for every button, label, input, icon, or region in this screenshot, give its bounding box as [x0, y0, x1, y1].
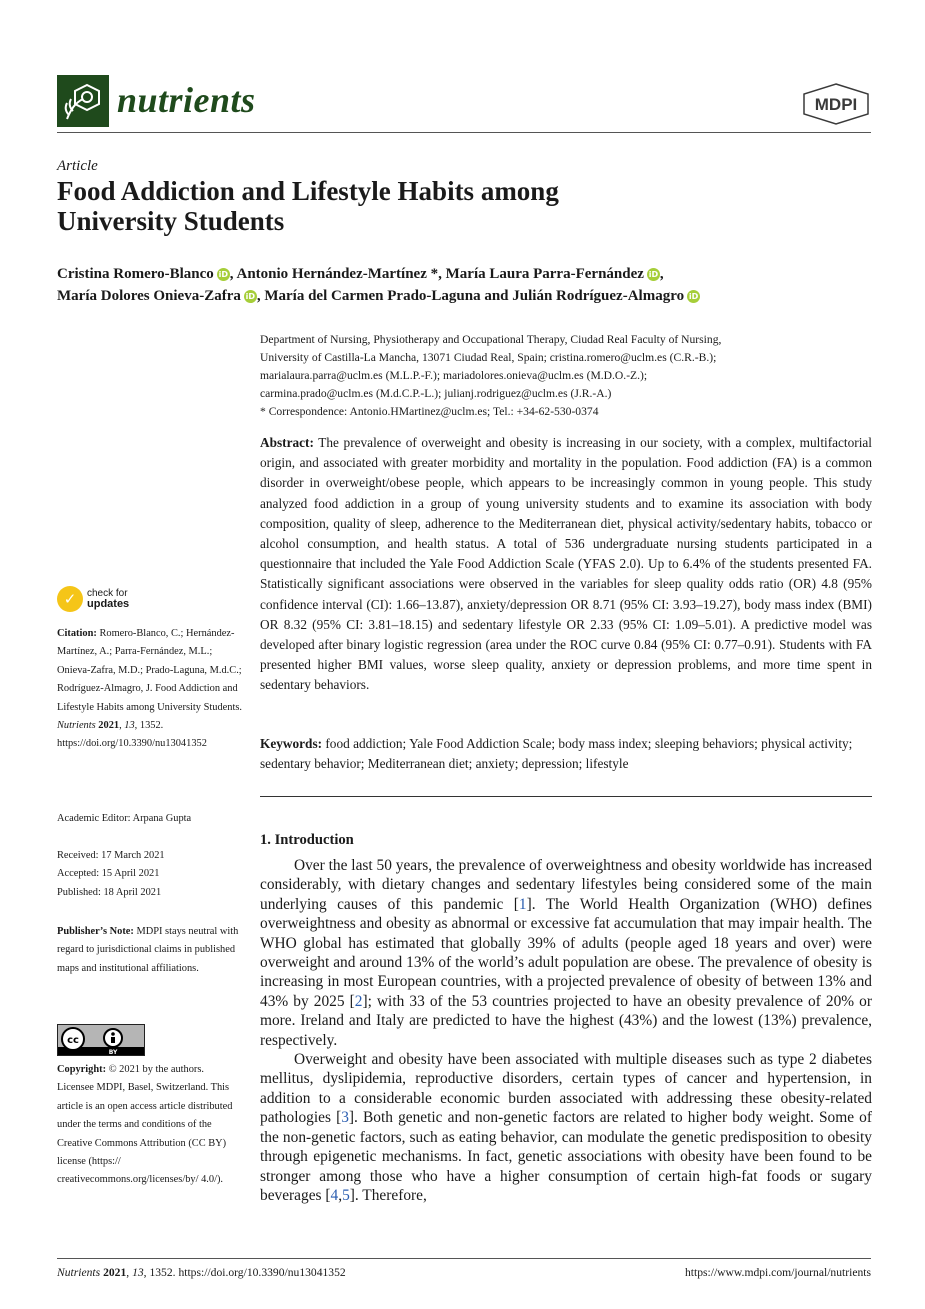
citation-journal: Nutrients [57, 720, 96, 732]
abstract-label: Abstract: [260, 435, 314, 450]
affiliation-line: University of Castilla-La Mancha, 13071 Ciudad Real, Spain; cristina.romero@uclm.es (C.R.-B.); [260, 351, 717, 364]
orcid-icon[interactable]: iD [245, 292, 256, 301]
paragraph-text: ]. The World Health Organization (WHO) defines overweightness and obesity as abnormal or excessive fat accumulation that may impair health. The WHO global has estimated that globally 39% of adults (people aged 18 years and over) were overweight and around 13% of the world’s adult population are obese. The prevalence of obesity is increasing in most European countries, with a projected prevalence of obesity of between 13% and 43% by 2025 [ [260, 895, 872, 1010]
keywords-label: Keywords: [260, 736, 323, 751]
author-4[interactable]: María Dolores Onieva-Zafra [57, 288, 241, 304]
svg-text:cc: cc [67, 1035, 79, 1046]
dates-block [57, 847, 242, 902]
cc-by-license-badge[interactable] [57, 1024, 145, 1056]
affiliation-line: marialaura.parra@uclm.es (M.L.P.-F.); mariadolores.onieva@uclm.es (M.D.O.-Z.); [260, 369, 648, 382]
paragraph-text: Over the last 50 years, the prevalence of overweightness and obesity worldwide has increased considerably, with dietary changes and sedentary lifestyles being considered some of the main underlying causes of this pandemic [ [260, 857, 872, 913]
mdpi-logo-text: MDPI [814, 95, 858, 114]
author-2[interactable]: Antonio Hernández-Martínez * [236, 266, 439, 282]
citation-link[interactable]: 4 [330, 1186, 339, 1204]
received-date: Received: 17 March 2021 [57, 850, 165, 861]
affiliation-line: carmina.prado@uclm.es (M.d.C.P.-L.); julianj.rodriguez@uclm.es (J.R.-A.) [260, 387, 612, 400]
citation-link[interactable]: 1 [518, 895, 527, 913]
affiliation-line: Department of Nursing, Physiotherapy and Occupational Therapy, Ciudad Real Faculty of Nursing, [260, 333, 722, 346]
author-5-6[interactable]: María del Carmen Prado-Laguna and Julián Rodríguez-Almagro [264, 288, 685, 304]
check-for-updates-label [87, 588, 129, 610]
title-line-1: Food Addiction and Lifestyle Habits among [57, 176, 559, 206]
citation-link[interactable]: 5 [342, 1186, 350, 1204]
author-separator: , [229, 266, 237, 282]
citation-link[interactable]: 3 [341, 1109, 349, 1127]
paper-title [57, 176, 757, 236]
check-line-1: check for [87, 588, 128, 599]
citation-text: Romero-Blanco, C.; Hernández-Martínez, A.; Parra-Fernández, M.L.; Onieva-Zafra, M.D.; Prado-Laguna, M.d.C.; Rodríguez-Almagro, J. Food Addiction and Lifestyle Habits among University Students. [57, 628, 242, 713]
citation-block: Citation: Romero-Blanco, C.; Hernández-Martínez, A.; Parra-Fernández, M.L.; Onieva-Zafra, M.D.; Prado-Laguna, M.d.C.; Rodríguez-Almagro, J. Food Addiction and Lifestyle Habits among University Students. Nutrients 2021, 13, 1352. https://doi.org/10.3390/nu13041352 [57, 628, 242, 750]
journal-name: nutrients [117, 80, 256, 120]
author-list [57, 263, 872, 307]
article-type: Article [57, 158, 98, 174]
citation-label: Citation: [57, 628, 97, 639]
abstract [260, 433, 872, 696]
citation-link[interactable]: 2 [354, 992, 363, 1010]
paragraph [260, 856, 872, 1050]
paragraph-text: ]; with 33 of the 53 countries projected to have an obesity prevalence of 20% or more. Ireland and Italy are predicted to have the highest (43%) and the lowest (13%) prevalence, respectively. [260, 992, 872, 1049]
footer-journal: Nutrients [57, 1266, 101, 1279]
published-date: Published: 18 April 2021 [57, 886, 162, 898]
paragraph [260, 1050, 872, 1205]
affiliation-block [260, 331, 872, 421]
footer-doi[interactable]: , 1352. https://doi.org/10.3390/nu13041352 [143, 1266, 346, 1279]
body-text [260, 856, 872, 1205]
section-heading: 1. Introduction [260, 832, 354, 848]
cc-by-label: BY [108, 1049, 118, 1055]
citation-separator: , [338, 1186, 343, 1204]
abstract-text: The prevalence of overweight and obesity is increasing in our society, with a complex, multifactorial origin, and associated with greater morbidity and mortality in the population. Food addiction (FA) is a common disorder in overweight/obese people, which appears to be increasingly common in young people. This study analyzed food addiction in a group of young university students and to examine its association with body composition, quality of sleep, adherence to the Mediterranean diet, physical activity/sedentary habits, tobacco or alcohol consumption, and health status. A total of 536 undergraduate nursing students participated in a questionnaire that included the Yale Food Addiction Scale (YFAS 2.0). Up to 6.4% of the students presented FA. Statistically significant associations were observed in the variables for sleep quality odds ratio (OR) 4.8 (95% confidence interval (CI): 1.66–13.87), anxiety/depression OR 8.71 (95% CI: 3.93–19.27), body mass index (BMI) OR 8.32 (95% CI: 3.81–18.15) and sedentary lifestyle OR 2.33 (95% CI: 1.09–5.01). A predictive model was developed after binary logistic regression (area under the ROC curve 0.84 (95% CI: 0.77–0.91). Students with FA presented higher BMI values, worse sleep quality, anxiety or depression problems, and more time spent in sedentary behaviors. [260, 435, 872, 693]
author-separator: , [256, 288, 265, 304]
citation-doi[interactable]: , 1352. https://doi.org/10.3390/nu13041352 [57, 720, 207, 750]
check-line-2: updates [87, 598, 130, 610]
journal-logo [57, 75, 109, 127]
paragraph-text: Overweight and obesity have been associated with multiple diseases such as type 2 diabetes mellitus, dyslipidemia, reproductive disorders, certain types of cancer and hypertension, in addition to a considerable economic burden associated with addressing these obesity-related pathologies [ [260, 1051, 872, 1127]
publishers-note [57, 923, 242, 978]
keywords [260, 734, 872, 774]
footer-journal-url[interactable]: https://www.mdpi.com/journal/nutrients [684, 1266, 871, 1279]
author-separator: , [438, 266, 446, 282]
footer-year: 2021 [103, 1266, 127, 1279]
check-for-updates-button[interactable] [57, 586, 129, 612]
footer-volume: 13 [132, 1266, 144, 1279]
author-1[interactable]: Cristina Romero-Blanco [57, 266, 214, 282]
publishers-note-label: Publisher’s Note: [57, 926, 134, 937]
footer-rule [57, 1258, 871, 1259]
publishers-note-text: MDPI stays neutral with regard to jurisdictional claims in published maps and institutional affiliations. [57, 926, 239, 974]
paragraph-text: ]. Therefore, [349, 1186, 427, 1204]
keywords-text: food addiction; Yale Food Addiction Scale; body mass index; sleeping behaviors; physical activity; sedentary behavior; Mediterranean diet; anxiety; depression; lifestyle [260, 736, 853, 772]
correspondence-line: * Correspondence: Antonio.HMartinez@uclm.es; Tel.: +34-62-530-0374 [260, 405, 599, 418]
academic-editor: Academic Editor: Arpana Gupta [57, 813, 192, 824]
citation-year: 2021 [98, 720, 120, 732]
copyright-text: © 2021 by the authors. Licensee MDPI, Basel, Switzerland. This article is an open access article distributed under the terms and conditions of the Creative Commons Attribution (CC BY) license (https:// creativecommons.org/licenses/by/ 4.0/). [57, 1064, 233, 1186]
header-rule [57, 132, 871, 133]
copyright-block [57, 1061, 242, 1190]
footer-citation: Nutrients 2021, 13, 1352. https://doi.org/10.3390/nu13041352 [57, 1266, 346, 1279]
orcid-icon[interactable]: iD [648, 270, 659, 279]
title-line-2: University Students [57, 206, 285, 236]
orcid-icon[interactable]: iD [688, 292, 699, 301]
section-rule [260, 796, 872, 797]
paragraph-text: ]. Both genetic and non-genetic factors are related to higher body weight. Some of the non-genetic factors, such as eating behavior, can modulate the genetic predisposition to obesity through epigenetic mechanisms. In fact, genetic associations with obesity have been found to be stronger among those who have a higher consumption of certain high-fat foods or sugary beverages [ [260, 1109, 872, 1204]
citation-volume: 13 [124, 720, 135, 732]
accepted-date: Accepted: 15 April 2021 [57, 868, 160, 880]
orcid-icon[interactable]: iD [218, 270, 228, 279]
author-separator: , [659, 266, 664, 282]
mdpi-logo [800, 82, 872, 126]
check-icon: ✓ [57, 586, 83, 612]
copyright-label: Copyright: [57, 1064, 107, 1075]
author-3[interactable]: María Laura Parra-Fernández [445, 266, 644, 282]
